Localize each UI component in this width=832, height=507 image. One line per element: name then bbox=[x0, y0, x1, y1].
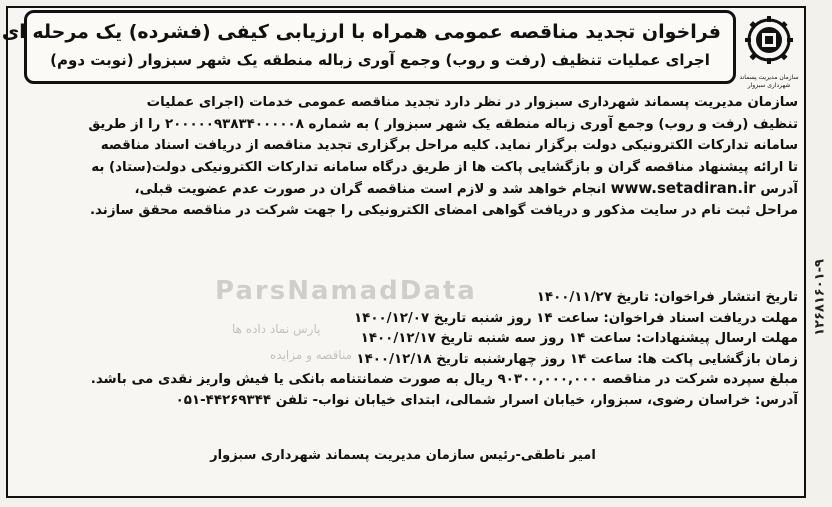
deposit-row: مبلغ سپرده شرکت در مناقصه ۹۰۳۰۰,۰۰۰,۰۰۰ ریال به صورت ضمانتنامه بانکی یا فیش واریز نقدی می باشد. bbox=[90, 372, 798, 387]
address-value: خراسان رضوی، سبزوار، خیابان اسرار شمالی، ابتدای خیابان نواب- تلفن ۴۴۲۶۹۳۴۴-۰۵۱ bbox=[175, 392, 751, 408]
body-text-segment: انجام خواهد شد و لازم است مناقصه گران در صورت عدم عضویت قبلی، bbox=[134, 182, 606, 197]
side-reference-number bbox=[808, 140, 830, 470]
logo-caption: سازمان مدیریت پسماند شهرداری سبزوار bbox=[739, 74, 799, 89]
body-text-segment: آدرس bbox=[760, 182, 798, 197]
setadiran-link[interactable]: www.setadiran.ir bbox=[610, 179, 756, 197]
opening-date-label: زمان بازگشایی پاکت ها: bbox=[637, 351, 798, 367]
address-row bbox=[8, 391, 798, 412]
opening-date-value: ساعت ۱۴ روز چهارشنبه تاریخ ۱۴۰۰/۱۲/۱۸ bbox=[356, 351, 633, 367]
notice-body bbox=[8, 92, 798, 221]
offers-deadline-label: مهلت ارسال پیشنهادات: bbox=[636, 331, 798, 346]
docs-deadline-value: ساعت ۱۴ روز شنبه تاریخ ۱۴۰۰/۱۲/۰۷ bbox=[353, 310, 599, 326]
signature-line: امیر ناطقی-رئیس سازمان مدیریت پسماند شهرداری سبزوار bbox=[210, 448, 596, 463]
address-label: آدرس: bbox=[754, 392, 798, 408]
notice-subtitle: اجرای عملیات تنظیف (رفت و روب) وجمع آوری زباله منطقه یک شهر سبزوار (نوبت دوم) bbox=[50, 51, 710, 69]
publish-date-label: تاریخ انتشار فراخوان: bbox=[653, 290, 798, 305]
docs-deadline-label: مهلت دریافت اسناد فراخوان: bbox=[603, 310, 798, 326]
offers-deadline-row bbox=[8, 329, 798, 350]
offers-deadline-value: ساعت ۱۴ روز سه شنبه تاریخ ۱۴۰۰/۱۲/۱۷ bbox=[360, 331, 632, 346]
body-line: سازمان مدیریت پسماند شهرداری سبزوار در نظر دارد تجدید مناقصه عمومی خدمات (اجرای عملیات bbox=[146, 95, 798, 110]
header-box bbox=[1, 10, 736, 84]
tender-schedule bbox=[8, 288, 798, 411]
opening-date-row bbox=[8, 350, 798, 371]
publish-date-row bbox=[8, 288, 798, 309]
municipality-emblem-icon bbox=[738, 14, 800, 80]
body-line-with-url bbox=[8, 178, 798, 200]
body-line: سامانه تدارکات الکترونیکی دولت برگزار نماید. کلیه مراحل برگزاری تجدید مناقصه از دریافت اسناد مناقصه bbox=[100, 138, 798, 153]
docs-deadline-row bbox=[8, 309, 798, 330]
watermark-subtext: مناقصه و مزایده bbox=[270, 348, 353, 362]
body-line: تا ارائه پیشنهاد مناقصه گران و بازگشایی پاکت ها از طریق درگاه سامانه تدارکات الکترونیکی دولت(ستاد) به bbox=[91, 159, 798, 175]
body-line: مراحل ثبت نام در سایت مذکور و دریافت گواهی امضای الکترونیکی را جهت شرکت در مناقصه محقق سازند. bbox=[89, 202, 798, 218]
watermark-subtext: پارس نماد داده ها bbox=[232, 322, 321, 336]
notice-title: فراخوان تجدید مناقصه عمومی همراه با ارزیابی کیفی (فشرده) یک مرحله ای bbox=[1, 21, 721, 43]
publish-date-value: تاریخ ۱۴۰۰/۱۱/۲۷ bbox=[536, 290, 649, 305]
body-line: تنظیف (رفت و روب) وجمع آوری زباله منطقه یک شهر سبزوار ) به شماره ۲۰۰۰۰۰۹۳۸۳۴۰۰۰۰۰۸ را از طریق bbox=[88, 116, 798, 132]
side-reference-text: ۱۲۶۸۱۶۰۱-۹ bbox=[812, 259, 828, 336]
